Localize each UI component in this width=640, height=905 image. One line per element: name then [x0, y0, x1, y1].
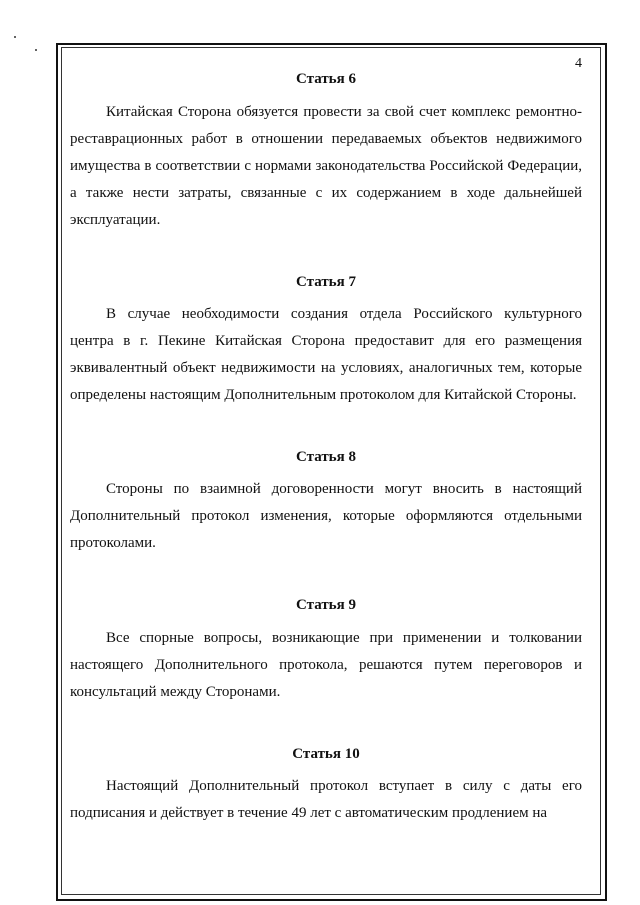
article-9-title: Статья 9 — [296, 597, 356, 613]
article-10-body: Настоящий Дополнительный протокол вступает в силу с даты его подписания и действует в течение 49 лет с автоматическим продлением на — [70, 778, 582, 821]
article-7-title: Статья 7 — [296, 274, 356, 290]
scan-speck — [35, 49, 37, 51]
article-6-body: Китайская Сторона обязуется провести за свой счет комплекс ремонтно-реставрационных работ в отношении передаваемых объектов недвижимого имущества в соответствии с нормами законодательства Российской Федерации, а также нести затраты, связанные с их содержанием в ходе дальнейшей эксплуатации. — [70, 104, 582, 228]
page-number: 4 — [575, 56, 582, 71]
document-content — [70, 52, 582, 827]
article-6-title: Статья 6 — [296, 71, 356, 87]
article-8-body: Стороны по взаимной договоренности могут вносить в настоящий Дополнительный протокол изменения, которые оформляются отдельными протоколами. — [70, 481, 582, 551]
article-7-body: В случае необходимости создания отдела Российского культурного центра в г. Пекине Китайская Сторона предоставит для его размещения эквивалентный объект недвижимости на условиях, аналогичных тем, которые определены настоящим Дополнительным протоколом для Китайской Стороны. — [70, 306, 582, 403]
article-10-title: Статья 10 — [292, 746, 360, 762]
article-8-title: Статья 8 — [296, 449, 356, 465]
article-9-body: Все спорные вопросы, возникающие при применении и толковании настоящего Дополнительного протокола, решаются путем переговоров и консультаций между Сторонами. — [70, 630, 582, 700]
scan-speck — [14, 36, 16, 38]
